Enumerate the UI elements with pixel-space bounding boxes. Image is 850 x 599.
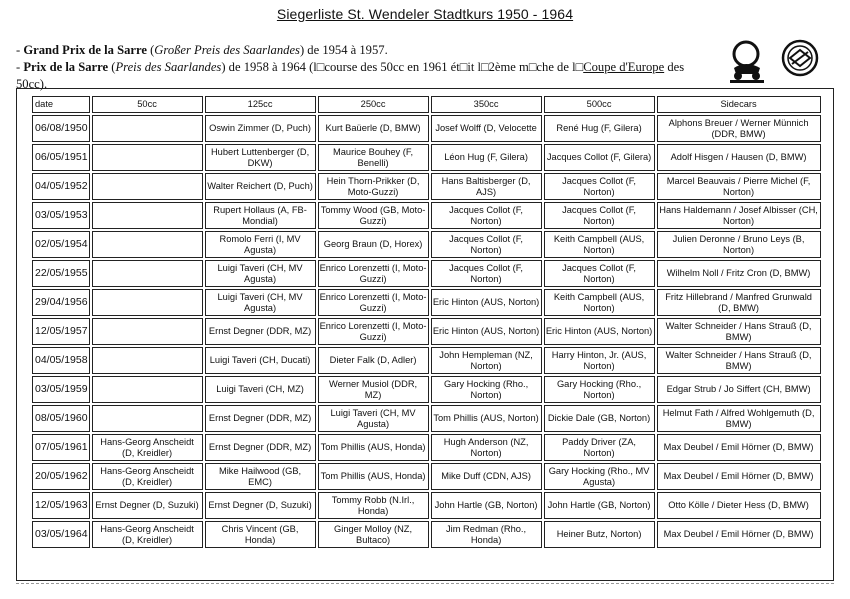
cell-350cc: John Hempleman (NZ, Norton)	[431, 347, 542, 374]
cell-date: 03/05/1964	[32, 521, 90, 548]
table-row	[32, 144, 821, 171]
header-50cc: 50cc	[92, 96, 203, 113]
cell-500cc: René Hug (F, Gilera)	[544, 115, 655, 142]
grand-prix-german-name: Großer Preis des Saarlandes	[154, 43, 300, 57]
cell-sidecars: Julien Deronne / Bruno Leys (B, Norton)	[657, 231, 821, 258]
cell-500cc: Eric Hinton (AUS, Norton)	[544, 318, 655, 345]
cell-50cc: Hans-Georg Anscheidt (D, Kreidler)	[92, 434, 203, 461]
table-header-row	[32, 96, 821, 113]
cell-sidecars: Fritz Hillebrand / Manfred Grunwald (D, BMW)	[657, 289, 821, 316]
cell-50cc: Hans-Georg Anscheidt (D, Kreidler)	[92, 521, 203, 548]
table-row	[32, 405, 821, 432]
page-title: Siegerliste St. Wendeler Stadtkurs 1950 - 1964	[276, 6, 574, 22]
cell-350cc: Jacques Collot (F, Norton)	[431, 231, 542, 258]
cell-500cc: Keith Campbell (AUS, Norton)	[544, 231, 655, 258]
cell-350cc: Jacques Collot (F, Norton)	[431, 202, 542, 229]
table-row	[32, 202, 821, 229]
cell-date: 03/05/1959	[32, 376, 90, 403]
cell-date: 04/05/1952	[32, 173, 90, 200]
cell-date: 06/05/1951	[32, 144, 90, 171]
prix-name: Prix de la Sarre	[23, 60, 109, 74]
table-row	[32, 318, 821, 345]
cell-date: 12/05/1957	[32, 318, 90, 345]
cell-125cc: Ernst Degner (D, Suzuki)	[205, 492, 316, 519]
cell-500cc: Gary Hocking (Rho., Norton)	[544, 376, 655, 403]
cell-sidecars: Alphons Breuer / Werner Münnich (DDR, BMW)	[657, 115, 821, 142]
intro-line-grand-prix: - Grand Prix de la Sarre (Großer Preis des Saarlandes) de 1954 à 1957.	[16, 43, 388, 57]
cell-350cc: Josef Wolff (D, Velocette	[431, 115, 542, 142]
cell-250cc: Ginger Molloy (NZ, Bultaco)	[318, 521, 429, 548]
cell-250cc: Kurt Baüerle (D, BMW)	[318, 115, 429, 142]
cell-sidecars: Hans Haldemann / Josef Albisser (CH, Norton)	[657, 202, 821, 229]
cell-350cc: John Hartle (GB, Norton)	[431, 492, 542, 519]
cell-50cc	[92, 260, 203, 287]
table-row	[32, 521, 821, 548]
header-250cc: 250cc	[318, 96, 429, 113]
cell-250cc: Tom Phillis (AUS, Honda)	[318, 434, 429, 461]
grand-prix-name: Grand Prix de la Sarre	[23, 43, 147, 57]
cell-date: 12/05/1963	[32, 492, 90, 519]
cell-50cc	[92, 115, 203, 142]
cell-125cc: Ernst Degner (DDR, MZ)	[205, 405, 316, 432]
cell-500cc: Heiner Butz, Norton)	[544, 521, 655, 548]
footer-line	[16, 583, 834, 585]
cell-350cc: Eric Hinton (AUS, Norton)	[431, 289, 542, 316]
table-row	[32, 347, 821, 374]
club-roundel-icon	[783, 41, 817, 75]
cell-sidecars: Adolf Hisgen / Hausen (D, BMW)	[657, 144, 821, 171]
cell-350cc: Jim Redman (Rho., Honda)	[431, 521, 542, 548]
cell-350cc: Gary Hocking (Rho., Norton)	[431, 376, 542, 403]
cell-125cc: Chris Vincent (GB, Honda)	[205, 521, 316, 548]
cell-500cc: Dickie Dale (GB, Norton)	[544, 405, 655, 432]
cell-125cc: Luigi Taveri (CH, Ducati)	[205, 347, 316, 374]
cell-date: 08/05/1960	[32, 405, 90, 432]
cell-date: 20/05/1962	[32, 463, 90, 490]
cell-350cc: Hans Baltisberger (D, AJS)	[431, 173, 542, 200]
motorcycle-emblem-icon	[730, 42, 764, 83]
cell-250cc: Tommy Robb (N.Irl., Honda)	[318, 492, 429, 519]
header-sidecars: Sidecars	[657, 96, 821, 113]
logos	[728, 38, 828, 84]
intro-text	[16, 42, 716, 93]
table-row	[32, 173, 821, 200]
cell-125cc: Ernst Degner (DDR, MZ)	[205, 318, 316, 345]
prix-description: de 1958 à 1964 (l□course des 50cc en 1961 ét□it l□2ème m□che de l□	[228, 60, 584, 74]
cell-350cc: Tom Phillis (AUS, Norton)	[431, 405, 542, 432]
cell-50cc	[92, 202, 203, 229]
prix-description-end: des 50cc).	[16, 60, 685, 91]
cell-sidecars: Walter Schneider / Hans Strauß (D, BMW)	[657, 347, 821, 374]
cell-125cc: Ernst Degner (DDR, MZ)	[205, 434, 316, 461]
table-row	[32, 434, 821, 461]
cell-50cc: Ernst Degner (D, Suzuki)	[92, 492, 203, 519]
cell-50cc	[92, 173, 203, 200]
cell-350cc: Léon Hug (F, Gilera)	[431, 144, 542, 171]
cell-sidecars: Helmut Fath / Alfred Wohlgemuth (D, BMW)	[657, 405, 821, 432]
cell-125cc: Oswin Zimmer (D, Puch)	[205, 115, 316, 142]
cell-250cc: Georg Braun (D, Horex)	[318, 231, 429, 258]
cell-250cc: Maurice Bouhey (F, Benelli)	[318, 144, 429, 171]
table-row	[32, 260, 821, 287]
cell-date: 04/05/1958	[32, 347, 90, 374]
cell-sidecars: Marcel Beauvais / Pierre Michel (F, Norton)	[657, 173, 821, 200]
cell-500cc: Jacques Collot (F, Norton)	[544, 260, 655, 287]
cell-sidecars: Otto Kölle / Dieter Hess (D, BMW)	[657, 492, 821, 519]
cell-350cc: Eric Hinton (AUS, Norton)	[431, 318, 542, 345]
cell-sidecars: Max Deubel / Emil Hörner (D, BMW)	[657, 463, 821, 490]
cell-500cc: Gary Hocking (Rho., MV Agusta)	[544, 463, 655, 490]
cell-125cc: Luigi Taveri (CH, MV Agusta)	[205, 260, 316, 287]
cell-date: 06/08/1950	[32, 115, 90, 142]
cell-250cc: Enrico Lorenzetti (I, Moto-Guzzi)	[318, 289, 429, 316]
cell-date: 03/05/1953	[32, 202, 90, 229]
cell-sidecars: Walter Schneider / Hans Strauß (D, BMW)	[657, 318, 821, 345]
cell-50cc	[92, 289, 203, 316]
cell-500cc: Keith Campbell (AUS, Norton)	[544, 289, 655, 316]
cell-125cc: Rupert Hollaus (A, FB-Mondial)	[205, 202, 316, 229]
prix-german-name: Preis des Saarlandes	[115, 60, 222, 74]
cell-250cc: Tom Phillis (AUS, Honda)	[318, 463, 429, 490]
table-row	[32, 492, 821, 519]
cell-250cc: Luigi Taveri (CH, MV Agusta)	[318, 405, 429, 432]
header-500cc: 500cc	[544, 96, 655, 113]
cell-250cc: Enrico Lorenzetti (I, Moto-Guzzi)	[318, 318, 429, 345]
cell-50cc	[92, 347, 203, 374]
results-table	[30, 94, 823, 550]
header-125cc: 125cc	[205, 96, 316, 113]
cell-sidecars: Max Deubel / Emil Hörner (D, BMW)	[657, 434, 821, 461]
cell-125cc: Mike Hailwood (GB, EMC)	[205, 463, 316, 490]
table-row	[32, 289, 821, 316]
table-row	[32, 115, 821, 142]
grand-prix-years: de 1954 à 1957.	[307, 43, 388, 57]
cell-350cc: Hugh Anderson (NZ, Norton)	[431, 434, 542, 461]
table-row	[32, 463, 821, 490]
cell-125cc: Hubert Luttenberger (D, DKW)	[205, 144, 316, 171]
cell-date: 29/04/1956	[32, 289, 90, 316]
cell-50cc: Hans-Georg Anscheidt (D, Kreidler)	[92, 463, 203, 490]
cell-250cc: Werner Musiol (DDR, MZ)	[318, 376, 429, 403]
header-350cc: 350cc	[431, 96, 542, 113]
cell-250cc: Hein Thorn-Prikker (D, Moto-Guzzi)	[318, 173, 429, 200]
header-date: date	[32, 96, 90, 113]
cell-sidecars: Max Deubel / Emil Hörner (D, BMW)	[657, 521, 821, 548]
cell-500cc: Harry Hinton, Jr. (AUS, Norton)	[544, 347, 655, 374]
cell-50cc	[92, 405, 203, 432]
cell-350cc: Mike Duff (CDN, AJS)	[431, 463, 542, 490]
cell-sidecars: Wilhelm Noll / Fritz Cron (D, BMW)	[657, 260, 821, 287]
cell-350cc: Jacques Collot (F, Norton)	[431, 260, 542, 287]
cell-125cc: Luigi Taveri (CH, MZ)	[205, 376, 316, 403]
cell-50cc	[92, 376, 203, 403]
coupe-europe-link[interactable]: Coupe d'Europe	[583, 60, 665, 74]
cell-500cc: Jacques Collot (F, Norton)	[544, 202, 655, 229]
cell-date: 02/05/1954	[32, 231, 90, 258]
cell-125cc: Luigi Taveri (CH, MV Agusta)	[205, 289, 316, 316]
cell-250cc: Tommy Wood (GB, Moto-Guzzi)	[318, 202, 429, 229]
table-row	[32, 231, 821, 258]
table-row	[32, 376, 821, 403]
intro-line-prix: - Prix de la Sarre (Preis des Saarlandes) de 1958 à 1964 (l□course des 50cc en 1961 ét□it l□2ème m□che de l□Coupe d'Europe des 50cc).	[16, 60, 685, 91]
cell-250cc: Dieter Falk (D, Adler)	[318, 347, 429, 374]
cell-50cc	[92, 318, 203, 345]
cell-500cc: John Hartle (GB, Norton)	[544, 492, 655, 519]
cell-500cc: Jacques Collot (F, Norton)	[544, 173, 655, 200]
cell-250cc: Enrico Lorenzetti (I, Moto-Guzzi)	[318, 260, 429, 287]
cell-date: 22/05/1955	[32, 260, 90, 287]
cell-date: 07/05/1961	[32, 434, 90, 461]
cell-125cc: Walter Reichert (D, Puch)	[205, 173, 316, 200]
cell-50cc	[92, 144, 203, 171]
cell-125cc: Romolo Ferri (I, MV Agusta)	[205, 231, 316, 258]
cell-50cc	[92, 231, 203, 258]
cell-sidecars: Edgar Strub / Jo Siffert (CH, BMW)	[657, 376, 821, 403]
cell-500cc: Paddy Driver (ZA, Norton)	[544, 434, 655, 461]
cell-500cc: Jacques Collot (F, Gilera)	[544, 144, 655, 171]
